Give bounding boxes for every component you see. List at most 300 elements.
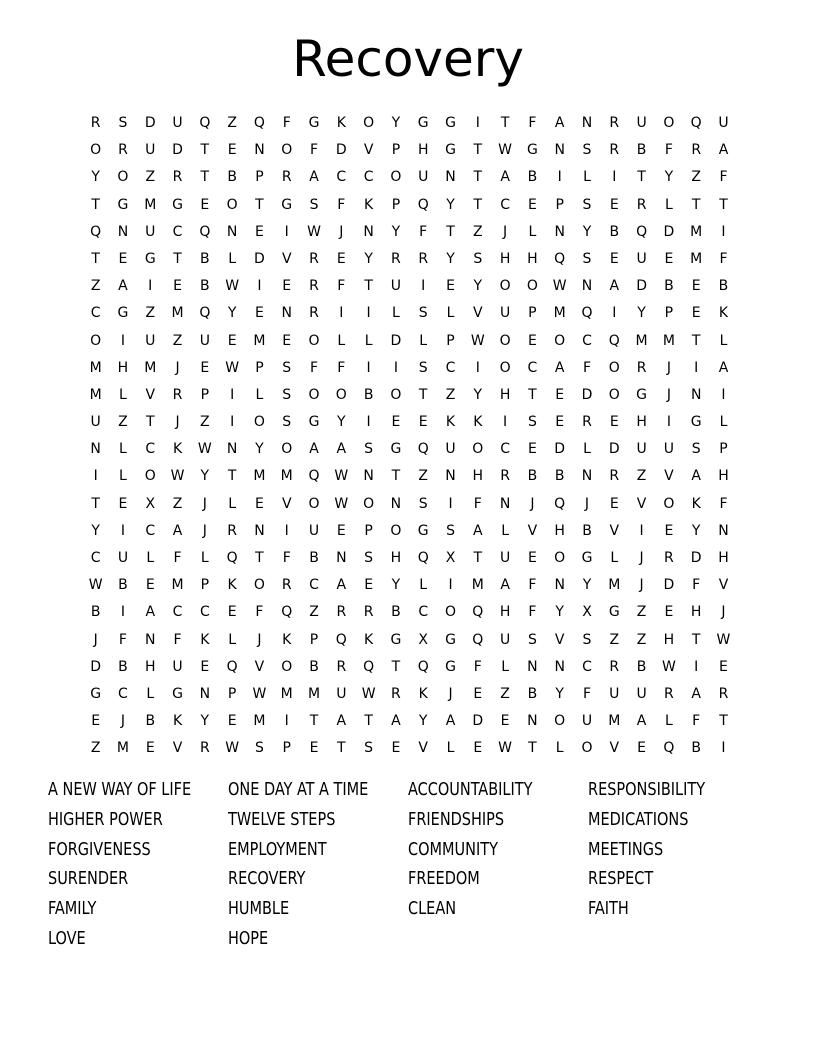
- grid-letter[interactable]: Q: [663, 740, 675, 757]
- grid-letter[interactable]: D: [254, 250, 265, 267]
- grid-letter[interactable]: H: [554, 522, 565, 539]
- grid-letter[interactable]: Z: [309, 604, 319, 621]
- grid-letter[interactable]: D: [554, 441, 566, 458]
- grid-letter[interactable]: B: [309, 658, 319, 675]
- grid-letter[interactable]: W: [498, 142, 513, 159]
- grid-letter[interactable]: L: [228, 631, 237, 648]
- grid-letter[interactable]: A: [691, 468, 701, 485]
- grid-letter[interactable]: Q: [554, 495, 566, 512]
- grid-letter[interactable]: N: [226, 441, 238, 458]
- grid-letter[interactable]: U: [636, 250, 647, 267]
- grid-letter[interactable]: Q: [608, 332, 620, 349]
- grid-letter[interactable]: D: [172, 142, 183, 159]
- grid-letter[interactable]: M: [116, 740, 129, 757]
- grid-letter[interactable]: T: [91, 196, 100, 213]
- grid-letter[interactable]: A: [691, 685, 701, 702]
- grid-letter[interactable]: K: [336, 115, 346, 131]
- grid-letter[interactable]: U: [117, 550, 129, 566]
- grid-letter[interactable]: R: [309, 278, 319, 295]
- grid-letter[interactable]: W: [661, 658, 676, 675]
- grid-letter[interactable]: B: [90, 604, 101, 621]
- grid-letter[interactable]: A: [609, 278, 620, 295]
- grid-letter[interactable]: N: [554, 658, 565, 675]
- grid-letter[interactable]: Y: [473, 386, 483, 403]
- grid-letter[interactable]: O: [444, 604, 457, 621]
- grid-letter[interactable]: F: [282, 115, 291, 131]
- grid-letter[interactable]: E: [391, 740, 401, 757]
- grid-letter[interactable]: W: [716, 631, 731, 648]
- grid-letter[interactable]: I: [721, 740, 726, 757]
- grid-letter[interactable]: Y: [200, 713, 210, 730]
- grid-letter[interactable]: V: [172, 740, 183, 757]
- grid-letter[interactable]: H: [718, 550, 729, 566]
- grid-letter[interactable]: K: [364, 196, 374, 213]
- grid-letter[interactable]: E: [527, 196, 537, 213]
- grid-letter[interactable]: G: [308, 115, 320, 131]
- grid-letter[interactable]: B: [527, 468, 538, 485]
- grid-letter[interactable]: W: [361, 685, 376, 702]
- grid-letter[interactable]: N: [281, 305, 292, 322]
- grid-letter[interactable]: P: [391, 142, 401, 159]
- grid-letter[interactable]: P: [528, 305, 537, 322]
- grid-letter[interactable]: J: [666, 359, 671, 376]
- grid-letter[interactable]: U: [308, 522, 320, 539]
- grid-letter[interactable]: M: [635, 332, 648, 349]
- grid-letter[interactable]: M: [89, 386, 102, 403]
- grid-letter[interactable]: E: [200, 196, 210, 213]
- grid-letter[interactable]: M: [608, 577, 621, 594]
- grid-letter[interactable]: G: [608, 604, 620, 621]
- grid-letter[interactable]: E: [255, 305, 264, 322]
- grid-letter[interactable]: R: [664, 685, 674, 702]
- grid-letter[interactable]: R: [691, 142, 702, 159]
- grid-letter[interactable]: Y: [200, 468, 210, 485]
- grid-letter[interactable]: E: [527, 441, 537, 458]
- grid-letter[interactable]: R: [391, 250, 401, 267]
- grid-letter[interactable]: G: [117, 305, 129, 322]
- grid-letter[interactable]: K: [473, 414, 483, 431]
- grid-letter[interactable]: U: [145, 332, 156, 349]
- grid-letter[interactable]: H: [144, 658, 156, 675]
- grid-letter[interactable]: W: [307, 223, 321, 240]
- grid-letter[interactable]: E: [255, 495, 264, 512]
- grid-letter[interactable]: Q: [690, 115, 702, 131]
- grid-letter[interactable]: P: [200, 386, 210, 403]
- grid-letter[interactable]: W: [225, 278, 240, 295]
- grid-letter[interactable]: M: [280, 468, 293, 485]
- grid-letter[interactable]: F: [528, 577, 537, 594]
- grid-letter[interactable]: O: [363, 495, 375, 512]
- grid-letter[interactable]: E: [527, 332, 537, 349]
- grid-letter[interactable]: I: [284, 713, 289, 730]
- grid-letter[interactable]: F: [473, 495, 482, 512]
- grid-letter[interactable]: I: [694, 658, 699, 675]
- grid-letter[interactable]: V: [418, 740, 428, 757]
- grid-letter[interactable]: R: [363, 604, 374, 621]
- grid-letter[interactable]: N: [254, 142, 265, 159]
- grid-letter[interactable]: U: [390, 278, 402, 295]
- grid-letter[interactable]: R: [718, 685, 729, 702]
- grid-letter[interactable]: A: [172, 522, 183, 539]
- grid-letter[interactable]: L: [583, 441, 591, 458]
- grid-letter[interactable]: A: [500, 577, 510, 594]
- grid-letter[interactable]: M: [471, 577, 484, 594]
- grid-letter[interactable]: J: [639, 577, 644, 594]
- grid-letter[interactable]: P: [664, 305, 674, 322]
- grid-letter[interactable]: I: [230, 386, 235, 403]
- grid-letter[interactable]: P: [446, 332, 455, 349]
- grid-letter[interactable]: T: [91, 250, 100, 267]
- grid-letter[interactable]: I: [421, 278, 426, 295]
- grid-letter[interactable]: O: [90, 332, 102, 349]
- grid-letter[interactable]: Y: [555, 604, 564, 621]
- grid-letter[interactable]: T: [418, 386, 428, 403]
- grid-letter[interactable]: L: [719, 332, 728, 349]
- grid-letter[interactable]: L: [446, 740, 455, 757]
- grid-letter[interactable]: I: [448, 495, 453, 512]
- grid-letter[interactable]: J: [175, 359, 180, 376]
- grid-letter[interactable]: E: [118, 250, 128, 267]
- grid-letter[interactable]: A: [336, 441, 347, 458]
- grid-letter[interactable]: P: [555, 196, 564, 213]
- grid-letter[interactable]: J: [175, 414, 180, 431]
- grid-letter[interactable]: P: [309, 631, 319, 648]
- grid-letter[interactable]: S: [282, 359, 292, 376]
- grid-letter[interactable]: H: [527, 250, 538, 267]
- grid-letter[interactable]: O: [663, 495, 675, 512]
- grid-letter[interactable]: W: [252, 685, 267, 702]
- grid-letter[interactable]: B: [582, 522, 592, 539]
- grid-letter[interactable]: E: [664, 522, 674, 539]
- grid-letter[interactable]: I: [339, 305, 344, 322]
- grid-letter[interactable]: T: [364, 713, 373, 730]
- grid-letter[interactable]: V: [718, 577, 729, 594]
- grid-letter[interactable]: E: [418, 414, 428, 431]
- grid-letter[interactable]: F: [173, 631, 182, 648]
- grid-letter[interactable]: M: [171, 305, 184, 322]
- grid-letter[interactable]: Y: [255, 441, 264, 458]
- grid-letter[interactable]: O: [608, 386, 620, 403]
- grid-letter[interactable]: W: [225, 740, 240, 757]
- grid-letter[interactable]: L: [501, 522, 509, 539]
- grid-letter[interactable]: E: [446, 278, 455, 295]
- grid-letter[interactable]: E: [719, 658, 728, 675]
- grid-letter[interactable]: N: [199, 685, 211, 702]
- grid-letter[interactable]: N: [336, 550, 347, 566]
- grid-letter[interactable]: N: [226, 223, 238, 240]
- grid-letter[interactable]: U: [145, 142, 156, 159]
- grid-letter[interactable]: G: [172, 685, 183, 702]
- grid-letter[interactable]: S: [282, 386, 292, 403]
- grid-letter[interactable]: T: [391, 468, 401, 485]
- grid-letter[interactable]: G: [117, 196, 129, 213]
- grid-letter[interactable]: B: [363, 386, 374, 403]
- grid-letter[interactable]: A: [500, 169, 510, 186]
- grid-letter[interactable]: B: [664, 278, 674, 295]
- grid-letter[interactable]: S: [309, 196, 319, 213]
- grid-letter[interactable]: E: [227, 142, 237, 159]
- grid-letter[interactable]: E: [609, 250, 619, 267]
- grid-letter[interactable]: A: [718, 359, 729, 376]
- grid-letter[interactable]: F: [419, 223, 428, 240]
- grid-letter[interactable]: T: [528, 386, 537, 403]
- grid-letter[interactable]: R: [227, 522, 237, 539]
- grid-letter[interactable]: I: [366, 414, 371, 431]
- grid-letter[interactable]: I: [284, 522, 289, 539]
- grid-letter[interactable]: E: [691, 278, 701, 295]
- grid-letter[interactable]: G: [445, 658, 456, 675]
- grid-letter[interactable]: I: [448, 577, 453, 594]
- grid-letter[interactable]: Z: [90, 278, 101, 295]
- grid-letter[interactable]: T: [200, 142, 210, 159]
- grid-letter[interactable]: B: [200, 250, 210, 267]
- grid-letter[interactable]: F: [528, 604, 537, 621]
- grid-letter[interactable]: Q: [199, 223, 211, 240]
- grid-letter[interactable]: C: [309, 577, 319, 594]
- grid-letter[interactable]: Z: [172, 495, 183, 512]
- grid-letter[interactable]: T: [473, 142, 483, 159]
- grid-letter[interactable]: N: [445, 169, 456, 186]
- grid-letter[interactable]: G: [417, 522, 429, 539]
- grid-letter[interactable]: Y: [391, 115, 401, 131]
- grid-letter[interactable]: H: [499, 604, 511, 621]
- grid-letter[interactable]: X: [145, 495, 156, 512]
- grid-letter[interactable]: G: [445, 115, 456, 131]
- grid-letter[interactable]: B: [145, 713, 156, 730]
- grid-letter[interactable]: R: [418, 250, 429, 267]
- grid-letter[interactable]: S: [364, 740, 374, 757]
- grid-letter[interactable]: C: [90, 550, 101, 566]
- grid-letter[interactable]: O: [526, 278, 538, 295]
- grid-letter[interactable]: S: [582, 196, 592, 213]
- grid-letter[interactable]: V: [554, 631, 565, 648]
- grid-letter[interactable]: Q: [581, 305, 593, 322]
- grid-letter[interactable]: T: [473, 169, 483, 186]
- grid-letter[interactable]: B: [636, 142, 647, 159]
- grid-letter[interactable]: S: [582, 631, 592, 648]
- grid-letter[interactable]: D: [335, 142, 347, 159]
- grid-letter[interactable]: Z: [500, 685, 510, 702]
- grid-letter[interactable]: C: [118, 685, 128, 702]
- grid-letter[interactable]: J: [666, 386, 671, 403]
- grid-letter[interactable]: Z: [145, 305, 156, 322]
- grid-letter[interactable]: S: [582, 250, 592, 267]
- grid-letter[interactable]: V: [281, 250, 292, 267]
- grid-letter[interactable]: M: [553, 305, 566, 322]
- grid-letter[interactable]: R: [336, 658, 347, 675]
- grid-letter[interactable]: I: [721, 223, 726, 240]
- grid-letter[interactable]: F: [582, 685, 592, 702]
- grid-letter[interactable]: K: [172, 713, 183, 730]
- grid-letter[interactable]: P: [255, 359, 264, 376]
- grid-letter[interactable]: Y: [446, 196, 455, 213]
- grid-letter[interactable]: L: [664, 713, 673, 730]
- grid-letter[interactable]: Y: [227, 305, 237, 322]
- grid-letter[interactable]: L: [119, 468, 127, 485]
- grid-letter[interactable]: E: [527, 550, 537, 566]
- grid-letter[interactable]: K: [200, 631, 210, 648]
- grid-letter[interactable]: R: [199, 740, 210, 757]
- grid-letter[interactable]: O: [390, 386, 402, 403]
- grid-letter[interactable]: J: [448, 685, 453, 702]
- grid-letter[interactable]: G: [308, 414, 320, 431]
- grid-letter[interactable]: Z: [145, 169, 156, 186]
- grid-letter[interactable]: R: [90, 115, 101, 131]
- grid-letter[interactable]: O: [363, 115, 375, 131]
- grid-letter[interactable]: G: [172, 196, 183, 213]
- grid-letter[interactable]: F: [719, 169, 728, 186]
- grid-letter[interactable]: I: [230, 414, 235, 431]
- grid-letter[interactable]: A: [309, 169, 319, 186]
- grid-letter[interactable]: E: [145, 577, 155, 594]
- grid-letter[interactable]: L: [419, 577, 428, 594]
- grid-letter[interactable]: F: [255, 604, 264, 621]
- grid-letter[interactable]: W: [470, 332, 485, 349]
- grid-letter[interactable]: U: [172, 658, 183, 675]
- grid-letter[interactable]: M: [690, 250, 703, 267]
- grid-letter[interactable]: B: [554, 468, 565, 485]
- grid-letter[interactable]: X: [418, 631, 428, 648]
- grid-letter[interactable]: Q: [281, 604, 293, 621]
- grid-letter[interactable]: T: [173, 250, 182, 267]
- grid-letter[interactable]: I: [284, 223, 289, 240]
- grid-letter[interactable]: W: [170, 468, 185, 485]
- grid-letter[interactable]: O: [581, 740, 593, 757]
- grid-letter[interactable]: U: [445, 441, 456, 458]
- grid-letter[interactable]: Y: [582, 577, 592, 594]
- grid-letter[interactable]: A: [445, 713, 456, 730]
- grid-letter[interactable]: Y: [91, 522, 100, 539]
- grid-letter[interactable]: U: [718, 115, 729, 131]
- grid-letter[interactable]: E: [473, 685, 483, 702]
- grid-letter[interactable]: Q: [417, 658, 429, 675]
- grid-letter[interactable]: S: [527, 631, 537, 648]
- grid-letter[interactable]: L: [664, 196, 673, 213]
- grid-letter[interactable]: E: [609, 414, 619, 431]
- grid-letter[interactable]: N: [581, 115, 593, 131]
- grid-letter[interactable]: R: [281, 169, 292, 186]
- grid-letter[interactable]: Y: [555, 685, 564, 702]
- grid-letter[interactable]: B: [118, 577, 128, 594]
- grid-letter[interactable]: R: [582, 414, 592, 431]
- grid-letter[interactable]: Z: [200, 414, 210, 431]
- grid-letter[interactable]: B: [527, 685, 538, 702]
- grid-letter[interactable]: D: [663, 223, 675, 240]
- grid-letter[interactable]: L: [555, 740, 564, 757]
- grid-letter[interactable]: H: [718, 468, 729, 485]
- grid-letter[interactable]: X: [445, 550, 456, 566]
- grid-letter[interactable]: N: [581, 468, 593, 485]
- grid-letter[interactable]: K: [282, 631, 292, 648]
- grid-letter[interactable]: H: [663, 631, 675, 648]
- grid-letter[interactable]: R: [609, 115, 620, 131]
- grid-letter[interactable]: B: [309, 550, 319, 566]
- grid-letter[interactable]: P: [227, 685, 237, 702]
- grid-letter[interactable]: V: [636, 495, 647, 512]
- grid-letter[interactable]: U: [499, 631, 511, 648]
- grid-letter[interactable]: T: [91, 495, 100, 512]
- grid-letter[interactable]: O: [335, 386, 347, 403]
- grid-letter[interactable]: H: [499, 250, 511, 267]
- grid-letter[interactable]: U: [499, 550, 511, 566]
- grid-letter[interactable]: R: [609, 142, 620, 159]
- grid-letter[interactable]: H: [690, 604, 702, 621]
- grid-letter[interactable]: Y: [418, 713, 428, 730]
- grid-letter[interactable]: F: [582, 359, 592, 376]
- grid-letter[interactable]: A: [554, 359, 565, 376]
- grid-letter[interactable]: V: [281, 495, 292, 512]
- grid-letter[interactable]: Z: [636, 468, 647, 485]
- grid-letter[interactable]: J: [530, 495, 535, 512]
- grid-letter[interactable]: V: [363, 142, 374, 159]
- grid-letter[interactable]: C: [172, 223, 183, 240]
- grid-letter[interactable]: M: [253, 332, 266, 349]
- grid-letter[interactable]: M: [171, 577, 184, 594]
- grid-letter[interactable]: I: [639, 522, 644, 539]
- grid-letter[interactable]: W: [334, 468, 349, 485]
- grid-letter[interactable]: G: [390, 441, 402, 458]
- grid-letter[interactable]: U: [145, 223, 156, 240]
- grid-letter[interactable]: Y: [337, 414, 346, 431]
- grid-letter[interactable]: B: [391, 604, 401, 621]
- grid-letter[interactable]: C: [582, 332, 592, 349]
- grid-letter[interactable]: L: [146, 550, 155, 566]
- grid-letter[interactable]: C: [90, 305, 101, 322]
- grid-letter[interactable]: N: [554, 577, 565, 594]
- grid-letter[interactable]: E: [309, 740, 319, 757]
- grid-letter[interactable]: L: [228, 495, 237, 512]
- grid-letter[interactable]: E: [200, 359, 210, 376]
- grid-letter[interactable]: O: [554, 550, 566, 566]
- grid-letter[interactable]: D: [663, 577, 675, 594]
- grid-letter[interactable]: O: [608, 359, 620, 376]
- grid-letter[interactable]: O: [281, 142, 293, 159]
- grid-letter[interactable]: T: [528, 740, 537, 757]
- grid-letter[interactable]: R: [309, 250, 319, 267]
- grid-letter[interactable]: Z: [445, 386, 456, 403]
- grid-letter[interactable]: R: [636, 196, 647, 213]
- grid-letter[interactable]: R: [281, 577, 292, 594]
- grid-letter[interactable]: O: [253, 414, 265, 431]
- grid-letter[interactable]: T: [473, 550, 483, 566]
- grid-letter[interactable]: O: [554, 713, 566, 730]
- grid-letter[interactable]: F: [692, 577, 701, 594]
- grid-letter[interactable]: A: [718, 142, 729, 159]
- grid-letter[interactable]: D: [144, 115, 156, 131]
- grid-letter[interactable]: Y: [637, 305, 646, 322]
- grid-letter[interactable]: N: [527, 658, 538, 675]
- grid-letter[interactable]: S: [418, 305, 428, 322]
- grid-letter[interactable]: K: [227, 577, 237, 594]
- grid-letter[interactable]: L: [146, 685, 155, 702]
- grid-letter[interactable]: E: [145, 740, 155, 757]
- grid-letter[interactable]: Y: [691, 522, 701, 539]
- grid-letter[interactable]: E: [500, 713, 510, 730]
- grid-letter[interactable]: T: [255, 550, 264, 566]
- grid-letter[interactable]: N: [690, 386, 702, 403]
- grid-letter[interactable]: D: [636, 278, 647, 295]
- grid-letter[interactable]: R: [609, 658, 620, 675]
- grid-letter[interactable]: G: [281, 196, 293, 213]
- grid-letter[interactable]: I: [612, 305, 617, 322]
- grid-letter[interactable]: A: [145, 604, 156, 621]
- grid-letter[interactable]: L: [419, 332, 428, 349]
- grid-letter[interactable]: A: [118, 278, 128, 295]
- grid-letter[interactable]: V: [254, 658, 265, 675]
- grid-letter[interactable]: S: [582, 142, 592, 159]
- grid-letter[interactable]: H: [117, 359, 129, 376]
- grid-letter[interactable]: R: [172, 386, 183, 403]
